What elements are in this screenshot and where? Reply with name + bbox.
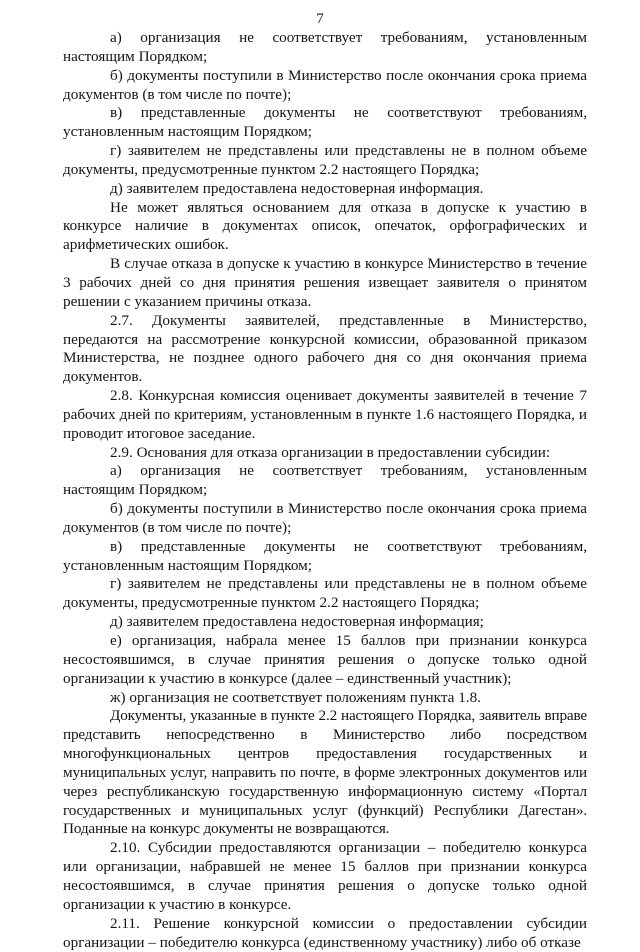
paragraph-b-late-documents: б) документы поступили в Министерство после окончания срока приема документов (в том числе по почте); bbox=[63, 66, 587, 103]
paragraph-2-9-v: в) представленные документы не соответствуют требованиям, установленным настоящим Порядком; bbox=[63, 537, 587, 574]
paragraph-2-10: 2.10. Субсидии предоставляются организации – победителю конкурса или организации, набравшей не менее 15 баллов при признании конкурса несостоявшимся, в случае принятия решения о допуске только одной организации к участию в конкурсе. bbox=[63, 839, 587, 913]
paragraph-2-7: 2.7. Документы заявителей, представленные в Министерство, передаются на рассмотрение конкурсной комиссии, образованной приказом Министерства, не позднее одного рабочего дня со дня окончания приема документов. bbox=[63, 311, 587, 386]
paragraph-refusal-notice: В случае отказа в допуске к участию в конкурсе Министерство в течение 3 рабочих дней со дня принятия решения извещает заявителя о принятом решении с указанием причины отказа. bbox=[63, 255, 587, 310]
paragraph-2-9-g: г) заявителем не представлены или представлены не в полном объеме документы, предусмотренные пунктом 2.2 настоящего Порядка; bbox=[63, 575, 587, 612]
paragraph-2-9-zh: ж) организация не соответствует положениям пункта 1.8. bbox=[110, 688, 481, 706]
paragraph-2-8: 2.8. Конкурсная комиссия оценивает документы заявителей в течение 7 рабочих дней по критериям, установленным в пункте 1.6 настоящего Порядка, и проводит итоговое заседание. bbox=[63, 387, 587, 442]
paragraph-2-11: 2.11. Решение конкурсной комиссии о предоставлении субсидии организации – победителю конкурса (единственному участнику) либо об отказе bbox=[63, 914, 587, 951]
paragraph-v-documents-mismatch: в) представленные документы не соответствуют требованиям, установленным настоящим Порядком; bbox=[63, 104, 587, 141]
paragraph-typos-not-grounds: Не может являться основанием для отказа в допуске к участию в конкурсе наличие в документах описок, опечаток, орфографических и арифметических ошибок. bbox=[63, 198, 587, 254]
page-number: 7 bbox=[316, 11, 324, 27]
paragraph-2-9-e: е) организация, набрала менее 15 баллов при признании конкурса несостоявшимся, в случае принятия решения о допуске только одной организации к участию в конкурсе (далее – единственный участник); bbox=[63, 632, 587, 687]
paragraph-2-9: 2.9. Основания для отказа организации в предоставлении субсидии: bbox=[110, 443, 551, 461]
paragraph-2-9-b: б) документы поступили в Министерство после окончания срока приема документов (в том числе по почте); bbox=[63, 500, 587, 536]
paragraph-submission-methods: Документы, указанные в пункте 2.2 настоящего Порядка, заявитель вправе представить непосредственно в Министерство либо посредством многофункциональных центров предоставления государственных и муниципальных услуг, направить по почте, в форме электронных документов или через республиканскую государственную информационную систему «Портал государственных и муниципальных услуг (функций) Республики Дагестан». Поданные на конкурс документы не возвращаются. bbox=[63, 707, 587, 838]
paragraph-2-9-a: а) организация не соответствует требованиям, установленным настоящим Порядком; bbox=[63, 462, 587, 499]
paragraph-g-incomplete-documents: г) заявителем не представлены или представлены не в полном объеме документы, предусмотренные пунктом 2.2 настоящего Порядка; bbox=[63, 142, 587, 178]
paragraph-d-false-information: д) заявителем предоставлена недостоверная информация. bbox=[110, 179, 484, 197]
paragraph-2-9-d: д) заявителем предоставлена недостоверная информация; bbox=[110, 613, 484, 631]
paragraph-a-org-requirements: а) организация не соответствует требованиям, установленным настоящим Порядком; bbox=[63, 29, 587, 65]
document-body bbox=[63, 29, 587, 952]
